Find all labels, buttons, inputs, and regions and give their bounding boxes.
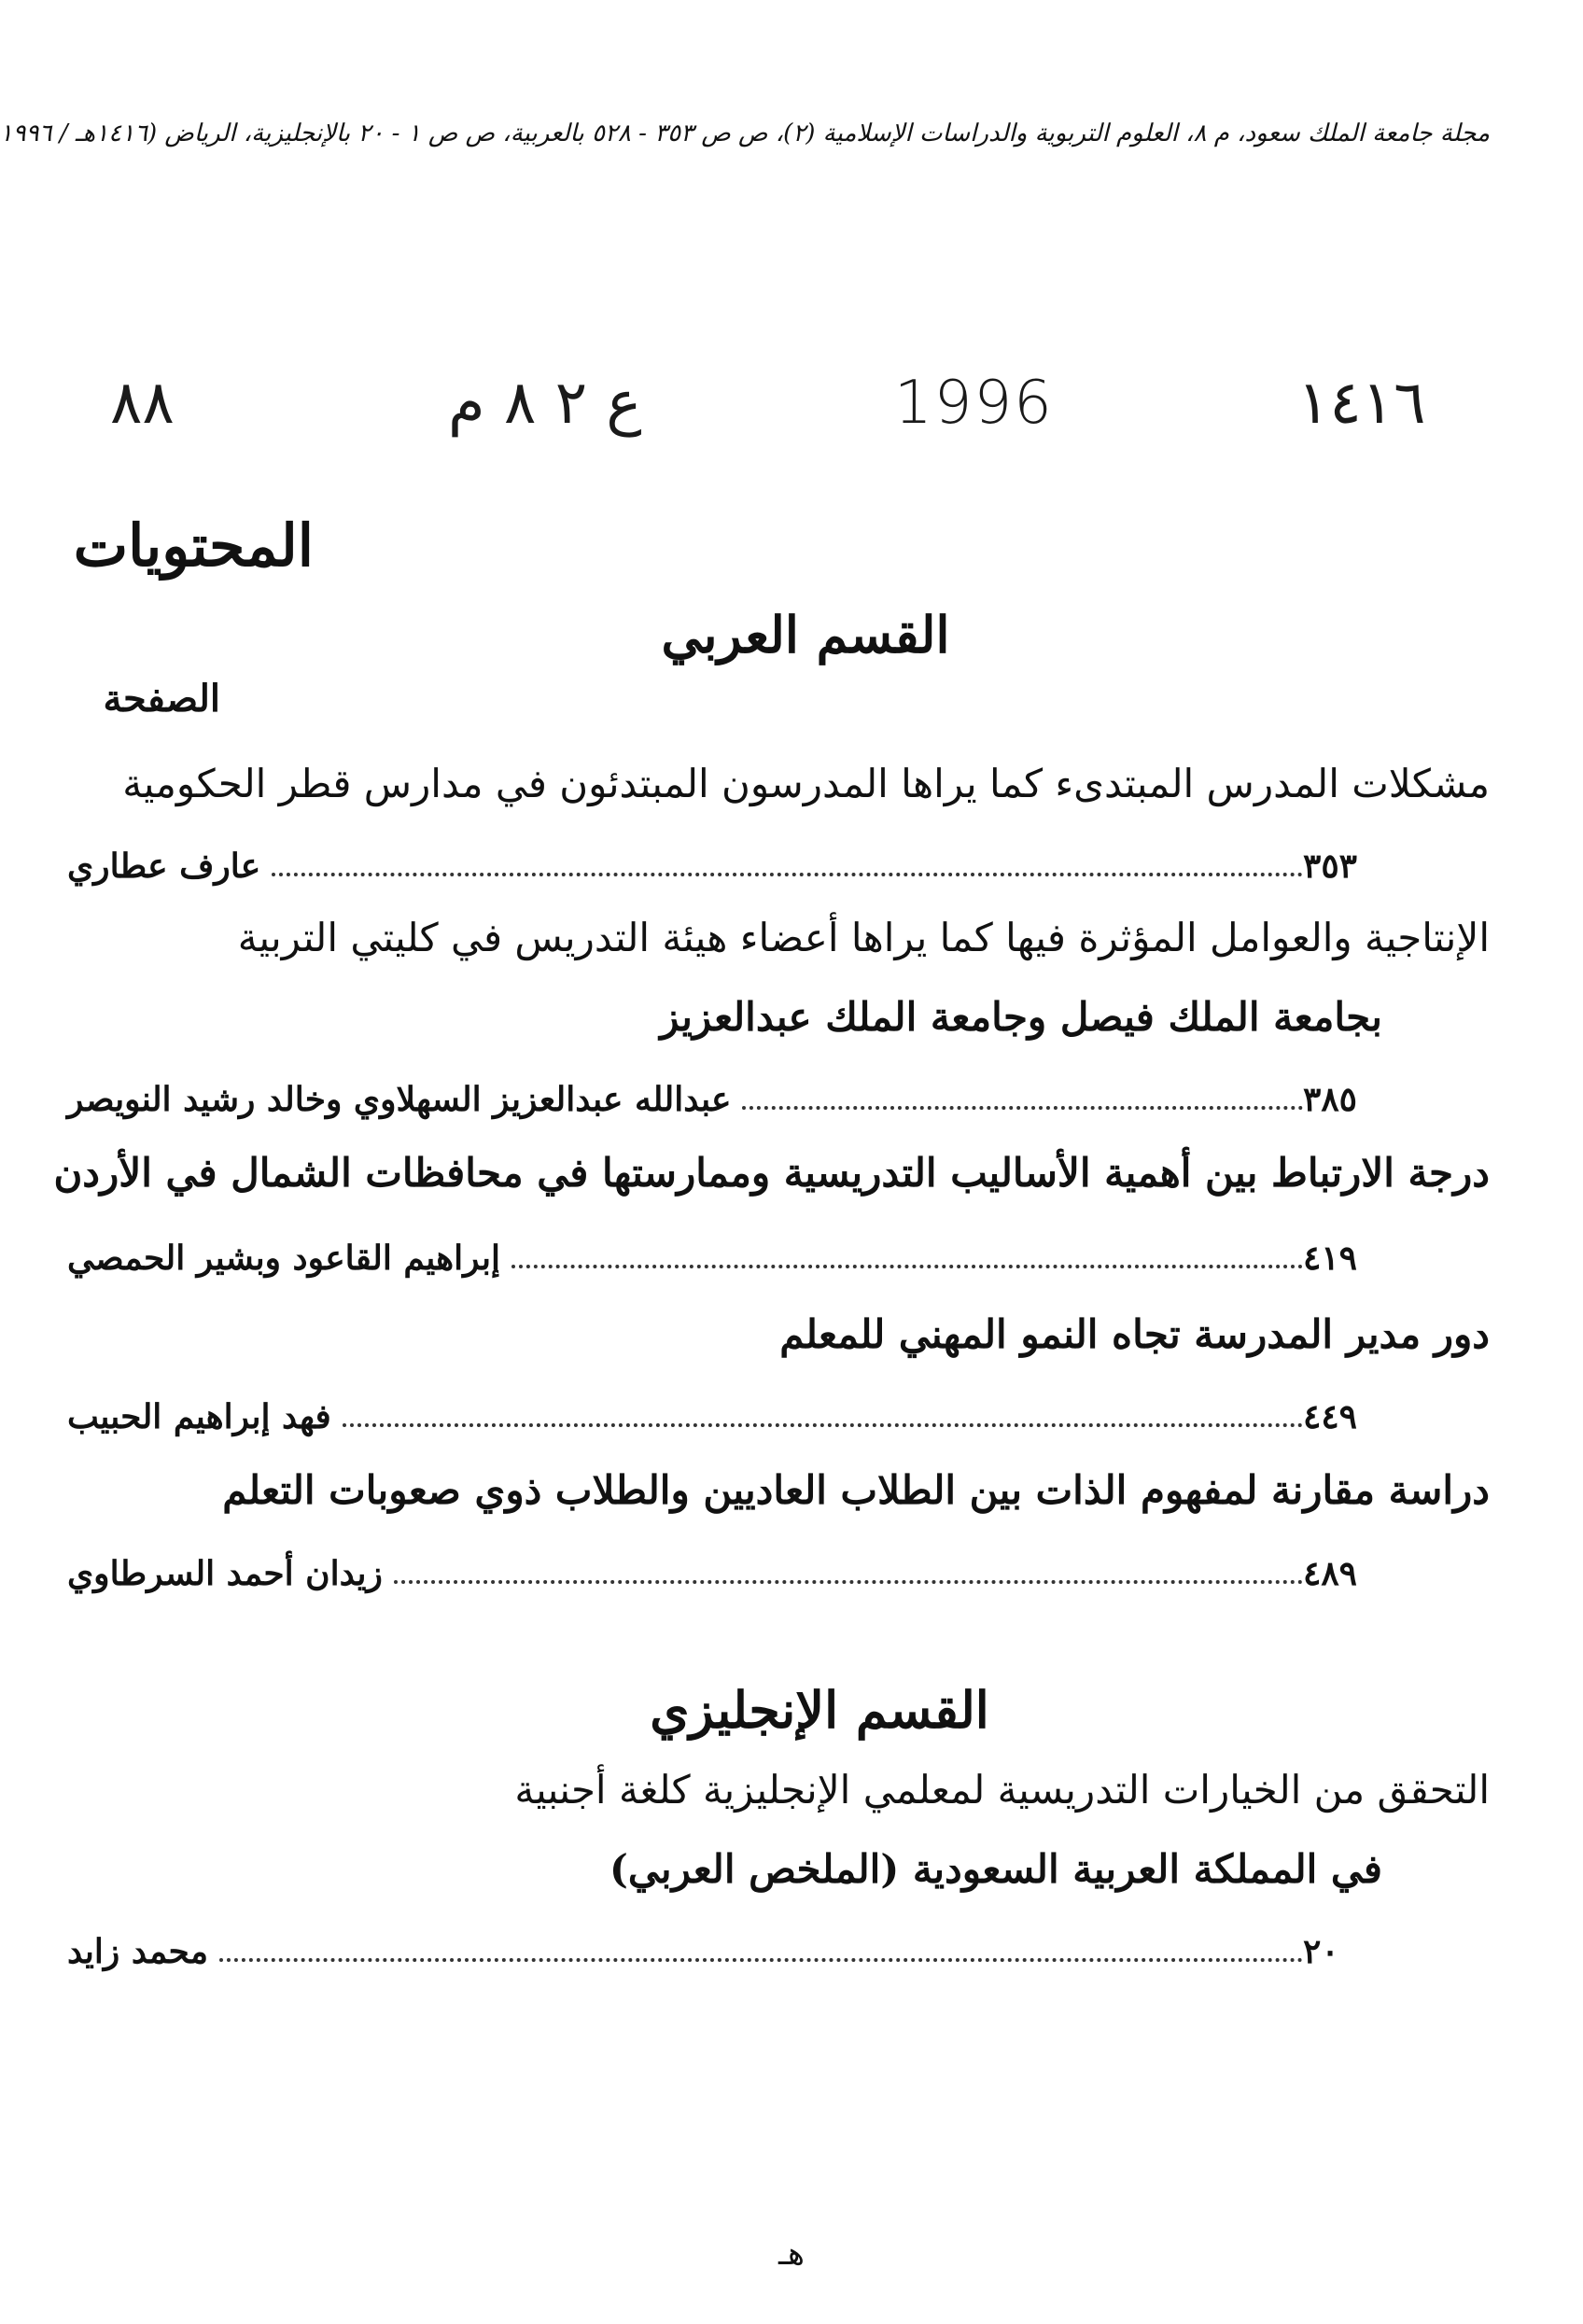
handwritten-note-1: ٨٨ xyxy=(110,369,175,438)
entry-page-number: ٢٠ xyxy=(1303,1932,1339,1971)
page-footer-mark: هـ xyxy=(778,2235,805,2273)
entry-author-row xyxy=(56,1391,1387,1443)
entry-author-row xyxy=(56,1925,1387,1978)
entry-author: زيدان أحمد السرطاوي xyxy=(67,1554,383,1593)
entry-title: الإنتاجية والعوامل المؤثرة فيها كما يراها أعضاء هيئة التدريس في كليتي التربية xyxy=(237,915,1490,960)
english-section-heading: القسم الإنجليزي xyxy=(650,1680,989,1740)
entry-page-number: ٤١٩ xyxy=(1303,1239,1358,1278)
page-column-heading: الصفحة xyxy=(103,677,220,721)
entry-page-number: ٣٨٥ xyxy=(1303,1080,1358,1119)
entry-title: درجة الارتباط بين أهمية الأساليب التدريسية وممارستها في محافظات الشمال في الأردن xyxy=(53,1150,1490,1196)
handwritten-note-4: ١٤١٦ xyxy=(1297,369,1426,438)
dot-leader xyxy=(511,1265,1303,1268)
entry-author-row xyxy=(56,1547,1387,1600)
dot-leader xyxy=(343,1423,1303,1427)
entry-author-row xyxy=(56,1232,1387,1284)
entry-page-number: ٤٨٩ xyxy=(1303,1554,1358,1593)
entry-title: التحقق من الخيارات التدريسية لمعلمي الإنجليزية كلغة أجنبية xyxy=(514,1767,1490,1813)
entry-page-number: ٣٥٣ xyxy=(1303,847,1358,886)
dot-leader xyxy=(219,1958,1303,1962)
handwritten-note-3: 1996 xyxy=(894,369,1054,438)
entry-title: دراسة مقارنة لمفهوم الذات بين الطلاب العاديين والطلاب ذوي صعوبات التعلم xyxy=(222,1467,1490,1513)
entry-title-continued: في المملكة العربية السعودية (الملخص العربي) xyxy=(609,1846,1382,1892)
entry-author-row xyxy=(56,840,1387,892)
entry-author: فهد إبراهيم الحبيب xyxy=(67,1397,331,1436)
entry-title-continued: بجامعة الملك فيصل وجامعة الملك عبدالعزيز xyxy=(660,994,1382,1040)
entry-author: محمد زايد xyxy=(67,1932,209,1971)
dot-leader xyxy=(394,1580,1303,1584)
entry-author: عبدالله عبدالعزيز السهلاوي وخالد رشيد النويصر xyxy=(67,1080,732,1119)
arabic-section-heading: القسم العربي xyxy=(661,605,950,665)
handwritten-note-2: ع ٢ ٨ م xyxy=(448,369,642,438)
dot-leader xyxy=(272,873,1303,876)
contents-heading: المحتويات xyxy=(73,511,314,580)
entry-author-row xyxy=(56,1073,1387,1126)
entry-page-number: ٤٤٩ xyxy=(1303,1397,1358,1436)
journal-citation: مجلة جامعة الملك سعود، م ٨، العلوم التربوية والدراسات الإسلامية (٢)، ص ص ٣٥٣ - ٥٢٨ بالعربية، ص ص ١ - ٢٠ بالإنجليزية، الرياض (١٤١٦هـ / ١٩٩٦ xyxy=(0,119,1490,147)
entry-title: مشكلات المدرس المبتدىء كما يراها المدرسون المبتدئون في مدارس قطر الحكومية xyxy=(122,761,1490,806)
entry-author: عارف عطاري xyxy=(67,847,261,886)
entry-title: دور مدير المدرسة تجاه النمو المهني للمعلم xyxy=(779,1311,1490,1357)
entry-author: إبراهيم القاعود وبشير الحمصي xyxy=(67,1239,501,1278)
dot-leader xyxy=(742,1106,1303,1110)
